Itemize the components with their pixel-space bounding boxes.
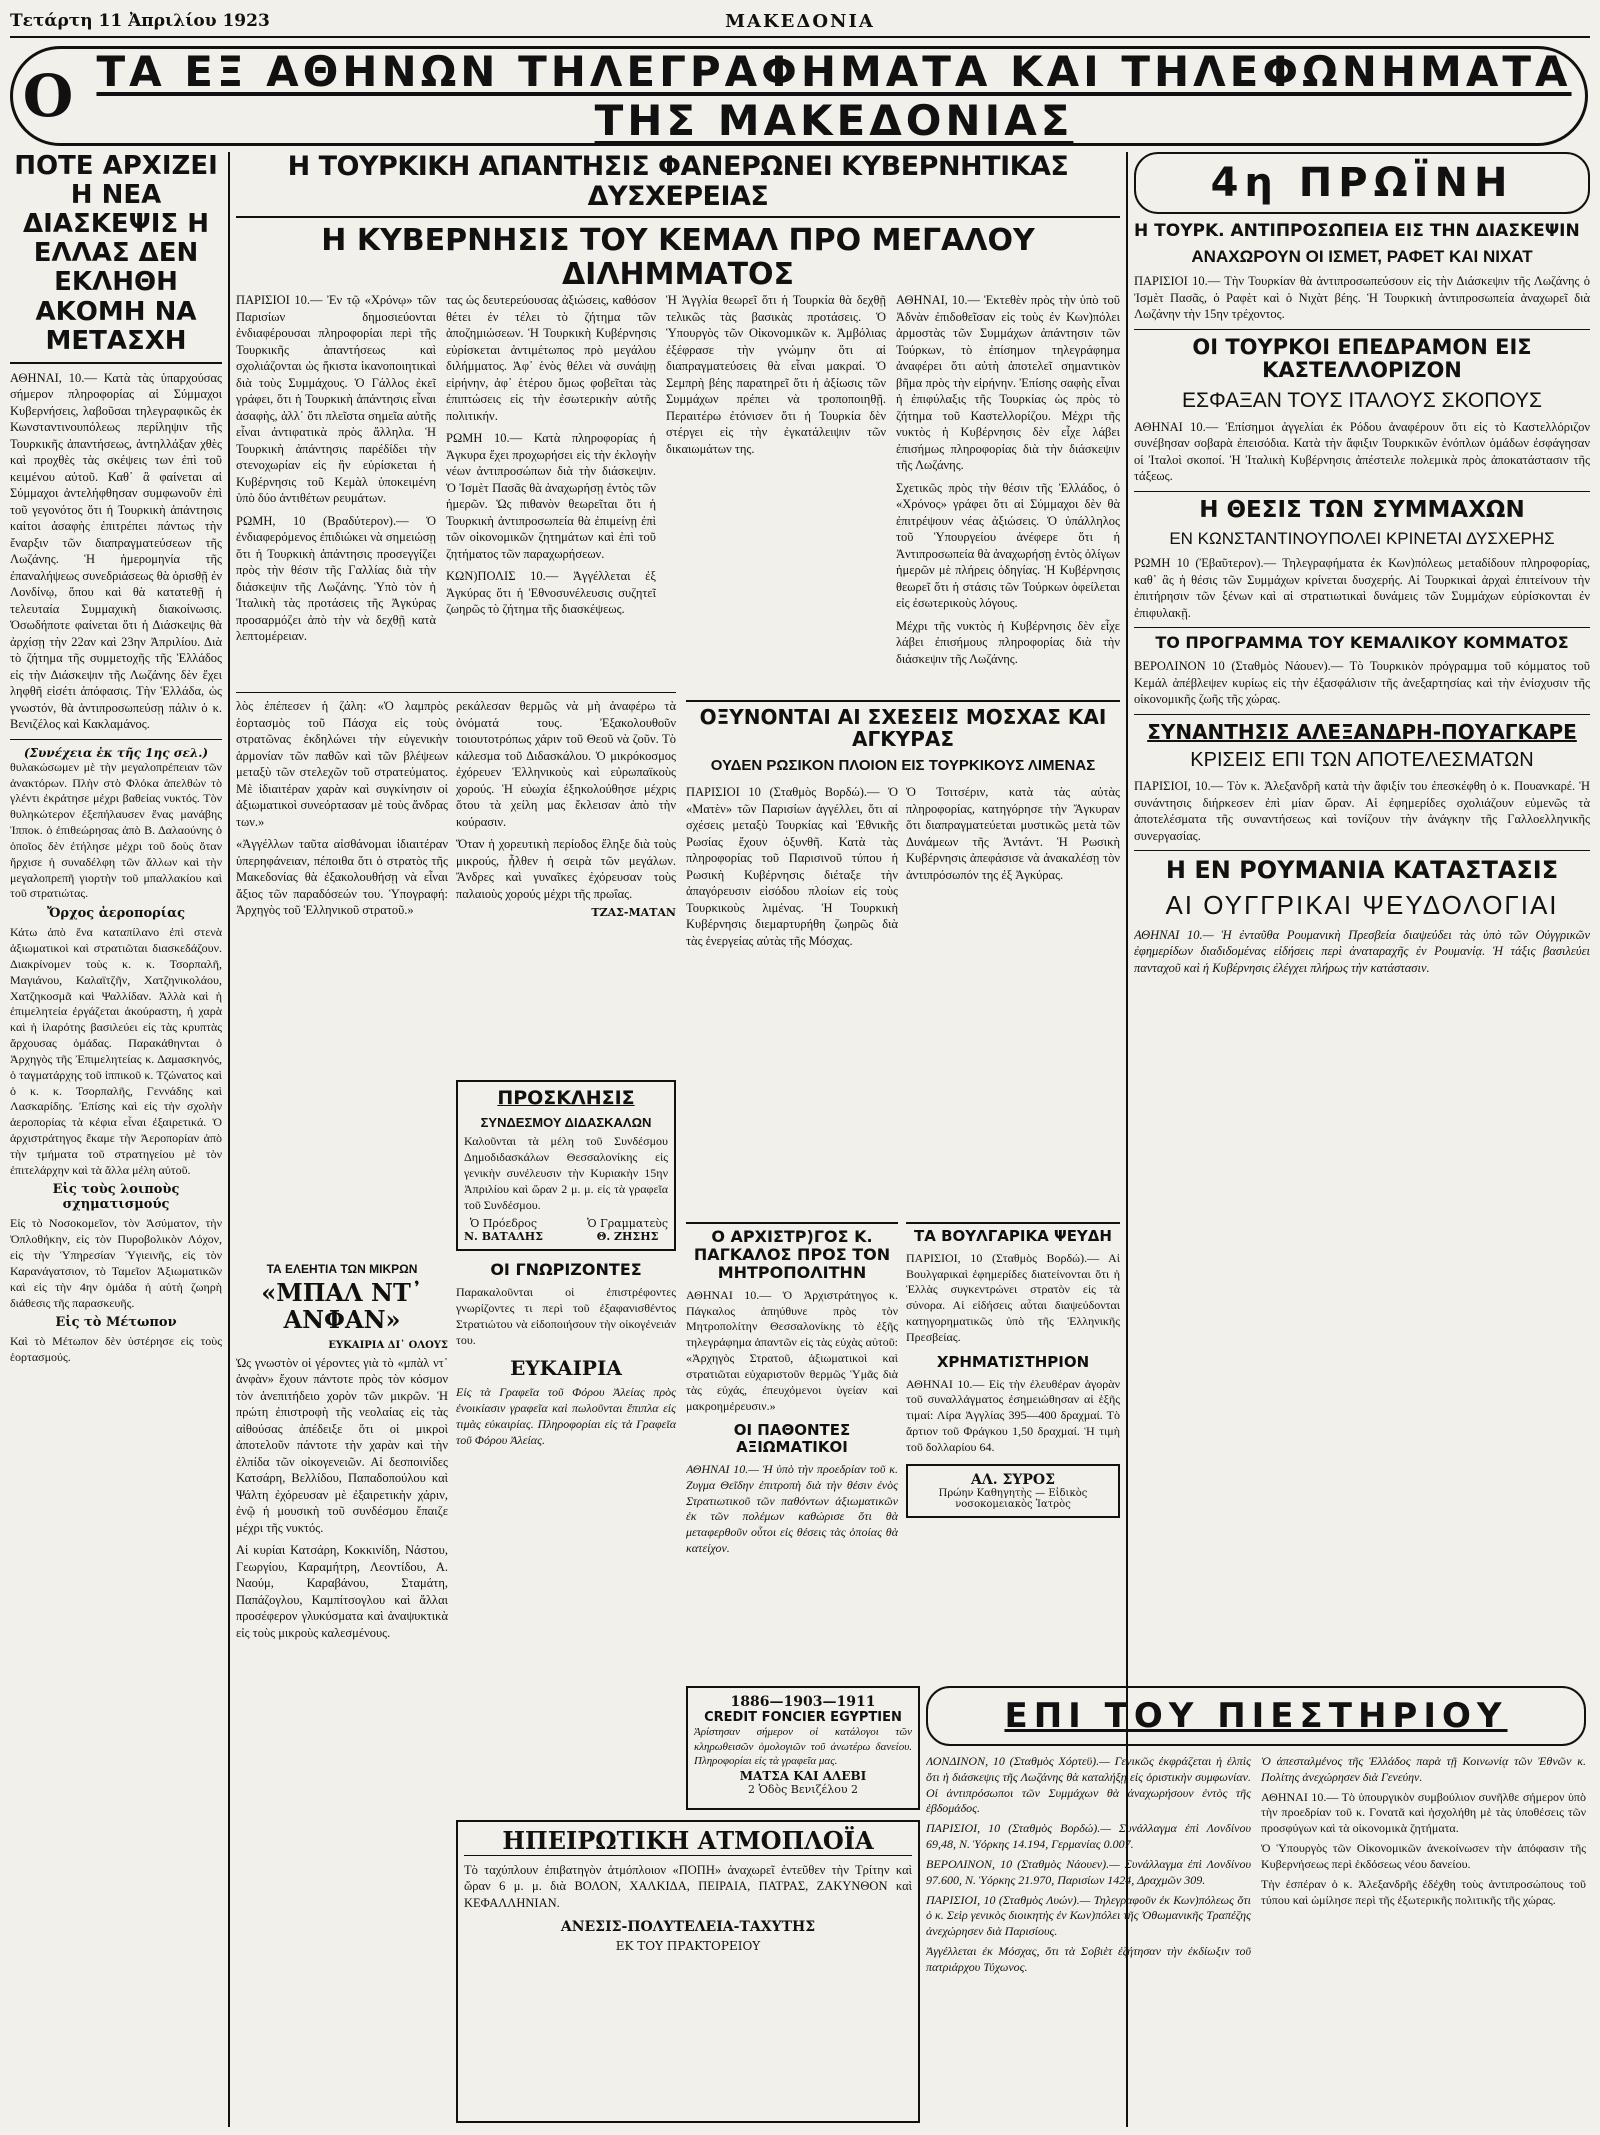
article-conference-body: ΑΘΗΝΑΙ, 10.— Κατὰ τὰς ὑπαρχούσας σήμερον πληροφορίας αἱ Σύμμαχοι Κυβερνήσεις, λαβοῦσαι τηλεγραφικῶς ἐκ Κωνσταντινουπόλεως περίληψιν τῆς Τουρκικῆς ἀπαντήσεως, ἀντηλλάξαν χθὲς καὶ προχθὲς τὰς σκέψεις των ἐπὶ τοῦ κειμένου αὐτοῦ. Καθ᾽ ἃ φαίνεται αἱ Σύμμαχοι ἀντελήφθησαν συμφωνοῦν ἐπὶ τοῦ γεγονότος ὅτι ἡ Τουρκικὴ ἀπάντησις καίτοι ἀσαφὴς ἐπιτρέπει πάντως τὴν ἔναρξιν τῶν διαπραγματεύσεων τῆς Λωζάνης. Ἡ ἡμερομηνία τῆς ἐπαναλήψεως συνεδριάσεως θὰ ὁρισθῇ ἐν Λονδίνῳ, ὅπου καὶ θὰ κατατεθῇ ἡ τελευταία Συμμαχικὴ διακοίνωσις. Ὁσωδήποτε φαίνεται ὅτι ἡ Διάσκεψις θὰ ἀρχίσῃ τὴν 22αν καὶ 23ην Ἀπριλίου. Διὰ τὸ ζήτημα τῆς συμμετοχῆς τῆς Ἑλλάδος εἰς τὴν Διάσκεψιν τῆς Λωζάνης δὲν ἔχει ληφθῆ εἰσέτι ἀπόφασις. Τὴν Ἑλλάδα, ὡς γνωστόν, θὰ ἀντιπροσωπεύσῃ πάλιν ὁ κ. Βενιζέλος καὶ Κακλαμάνος. (10, 370, 222, 732)
headline-kemal-dilemma: Η ΚΥΒΕΡΝΗΣΙΣ ΤΟΥ ΚΕΜΑΛ ΠΡΟ ΜΕΓΑΛΟΥ ΔΙΛΗΜΜΑΤΟΣ (321, 223, 1035, 292)
teachers-notice-text: Καλοῦνται τὰ μέλη τοῦ Συνδέσμου Δημοδιδασκάλων Θεσσαλονίκης εἰς γενικὴν συνέλευσιν τὴν Κυριακὴν 15ην Ἀπριλίου καὶ ὥραν 2 μ. μ. εἰς τὰ γραφεῖα τοῦ Συνδέσμου. (464, 1134, 668, 1212)
opportunity-text: Εἰς τὰ Γραφεῖα τοῦ Φόρου Ἀλείας πρὸς ἐνοικίασιν γραφεῖα καὶ πωλοῦνται ἔπιπλα εἰς τιμὰς εὐκαιρίας. Πληροφορίαι εἰς τὰ Γραφεῖα τοῦ Φόρου Ἀλείας. (456, 1385, 676, 1447)
continued-label: (Συνέχεια ἐκ τῆς 1ης σελ.) (23, 745, 209, 760)
kastellorizo-text: ΑΘΗΝΑΙ 10.— Ἐπίσημοι ἀγγελίαι ἐκ Ρόδου ἀναφέρουν ὅτι εἰς τὸ Καστελλόριζον συνέβησαν σοβαρὰ ἐπεισόδια. Κατὰ τὴν ἄφιξιν Τουρκικῶν ἐνόπλων ὁμάδων ἐσφάγησαν οἱ Ἰταλοὶ σκοποί. Ἡ Ἰταλικὴ Κυβέρνησις ἀπέστειλε πολεμικὰ πρὸς ἀποκατάστασιν τῆς τάξεως. (1134, 419, 1590, 484)
banner-symbol: Ο (22, 62, 74, 130)
lead-athens-text: ΑΘΗΝΑΙ, 10.— Ἐκτεθὲν πρὸς τὴν ὑπὸ τοῦ Ἀδνὰν ἐπιδοθεῖσαν εἰς τοὺς ἐν Κων)πόλει ἀρμοστὰς τῶν Συμμάχων ἀπάντησιν τῶν Τούρκων, τὸ ἐπίσημον τηλεγράφημα ἀναφέρει ὅτι αὐτὴ ἀποτελεῖ σημαντικὸν βῆμα πρὸς τὴν εἰρήνην. Ἐπίσης σαφὴς εἶναι ἡ ἐπιφύλαξις τῆς Τουρκίας ὡς πρὸς τὸ ζήτημα τοῦ Καστελλορίζου. Μέχρι τῆς νυκτὸς ἡ Κυβέρνησις δὲν εἶχε λάβει ἐπισήμως πληροφορίας διὰ τὴν διάσκεψιν τῆς Λωζάνης. (896, 293, 1120, 472)
feuilleton-text-c: ρεκάλεσαν θερμῶς νὰ μὴ ἀναφέρω τὰ ὀνόματά τους. Ἐξακολουθοῦν τοιουτοτρόπως χάριν τοῦ Θεοῦ νὰ ζοῦν. Τὸ κάλεσμα τοῦ Διδασκάλου. Ὁ μικρόκοσμος ἐχόρευεν Ἑλληνικοὺς καὶ εὐρωπαϊκοὺς χορούς. Ἡ εὐωχία ἐξηκολούθησε μέχρις ὅτου τὰ χείλη μας ἔκλεισαν ἀπὸ τὴν κούρασιν. (456, 699, 676, 829)
teachers-notice-subtitle: ΣΥΝΔΕΣΜΟΥ ΔΙΔΑΣΚΑΛΩΝ (480, 1115, 652, 1131)
lead-england-text: Ἡ Ἀγγλία θεωρεῖ ὅτι ἡ Τουρκία θὰ δεχθῇ τελικῶς τὰς βασικὰς προτάσεις. Ὁ Ὑπουργὸς τῶν Οἰκονομικῶν κ. Ἀμβόλιας ἐξέφρασε τὴν γνώμην ὅτι αἱ διαπραγματεύσεις θὰ εἶναι μακραί. Ὁ Σεμπρὴ βέης παρατηρεῖ ὅτι ἡ ἀξίωσις τῶν Συμμάχων πρέπει νὰ τροποποιηθῇ. Περαιτέρω ἐτόνισεν ὅτι ἡ Τουρκία δὲν στέργει εἰς τὴν ἐγκατάλειψιν τῶν δικαιωμάτων της. (666, 293, 886, 456)
shipping-advert (456, 1820, 920, 2125)
knowing-text: Παρακαλοῦνται οἱ ἐπιστρέφοντες γνωρίζοντες τι περὶ τοῦ ἐξαφανισθέντος Στρατιώτου νὰ εἰδοποιήσουν τὴν οἰκογένειάν του. (456, 1285, 676, 1347)
lead-rome2-text: ΡΩΜΗ 10.— Κατὰ πληροφορίας ἡ Ἀγκυρα ἔχει προχωρήσει εἰς τὴν ἐκλογὴν νέων ἀντιπροσώπων διὰ τὴν διάσκεψιν. Ὁ Ἰσμὲτ Πασᾶς θὰ ἀναχωρήσῃ ἐντὸς τῶν ἡμερῶν. Ὡς πιθανὸν θεωρεῖται ὅτι ἡ Τουρκικὴ ἀντιπροσωπεία θὰ ἐπιμείνῃ ἐπὶ τῶν οἰκονομικῶν ζητημάτων καὶ ἐπὶ τοῦ ζητήματος τῶν παραχωρήσεων. (446, 431, 656, 561)
feuilleton-col-b (456, 698, 676, 1078)
moscow-ankara-header (686, 700, 1120, 780)
delegation-headline: Η ΤΟΥΡΚ. ΑΝΤΙΠΡΟΣΩΠΕΙΑ ΕΙΣ ΤΗΝ ΔΙΑΣΚΕΨΙΝ (1134, 221, 1580, 241)
subhead-formations: Εἰς τοὺς λοιποὺς σχηματισμούς (52, 1182, 180, 1213)
pagkalos-column (686, 1222, 898, 1682)
shipping-note: ΑΝΕΣΙΣ-ΠΟΛΥΤΕΛΕΙΑ-ΤΑΧΥΤΗΣ (560, 1919, 816, 1936)
lead-rome-text: ΡΩΜΗ, 10 (Βραδύτερον).— Ὁ ἐνδιαφερόμενος ἐπιδιώκει νὰ σημειώσῃ ὅτι ἡ Τουρκικὴ ἀπάντησις προσεγγίζει πρὸς τὴν θέσιν τῆς Γαλλίας διὰ τὴν διάσκεψιν τῆς Λωζάνης. Ὑπὸ τὸν ἡ Ἰταλικὴ τὰς προτάσεις τῆς Ἀγκύρας προσαρμόζει ἀπὸ τὴν νὰ δεχθῇ κατὰ λεπτομέρειαν. (236, 513, 436, 643)
bulgarian-lies-column (906, 1222, 1120, 1682)
feuilleton-text-b: «Ἀγγέλλων ταῦτα αἰσθάνομαι ἰδιαιτέραν ὑπερηφάνειαν, πέποιθα ὅτι ὁ στρατὸς τῆς Μακεδονίας θὰ ἐξακολουθήσῃ νὰ εἶναι ἄξιος τῶν παραδόσεών του. Ὑπογραφή: Ἀρχηγὸς τοῦ Ἑλληνικοῦ στρατοῦ.» (236, 837, 448, 917)
credit-address: 2 Ὁδὸς Βενιζέλου 2 (747, 1782, 859, 1796)
meeting-headline: ΣΥΝΑΝΤΗΣΙΣ ΑΛΕΞΑΝΔΡΗ-ΠΟΥΑΓΚΑΡΕ (1147, 719, 1577, 744)
press-cabinet-text: ΑΘΗΝΑΙ 10.— Τὸ ὑπουργικὸν συμβούλιον συνῆλθε σήμερον ὑπὸ τὴν προεδρίαν τοῦ κ. Γονατᾶ καὶ ἠσχολήθη μὲ τὰς ὑποθέσεις τῶν προσφύγων καὶ τὰ οἰκονομικὰ ζητήματα. (1261, 1789, 1586, 1836)
moscow-ankara-col-a (686, 784, 898, 1214)
banner-title: ΤΑ ΕΞ ΑΘΗΝΩΝ ΤΗΛΕΓΡΑΦΗΜΑΤΑ ΚΑΙ ΤΗΛΕΦΩΝΗΜΑΤΑ ΤΗΣ ΜΑΚΕΔΟΝΙΑΣ (96, 47, 1572, 145)
issue-date: Τετάρτη 11 Ἀπριλίου 1923 (10, 11, 270, 31)
pagkalos-text: ΑΘΗΝΑΙ 10.— Ὁ Ἀρχιστράτηγος κ. Πάγκαλος ἀπηύθυνε πρὸς τὸν Μητροπολίτην Θεσσαλονίκης τὸ ἑξῆς τηλεγράφημα ἀπαντῶν εἰς τὰς εὐχὰς αὐτοῦ: «Ἀρχηγὸς Στρατοῦ, ἀξιωματικοὶ καὶ στρατιῶται εὐχαριστοῦν θερμῶς Ὑμᾶς διὰ τὰς εὐχάς, ἐπευχόμενοι ὑγείαν καὶ μακροημέρευσιν.» (686, 1287, 898, 1413)
doctor-advert (906, 1464, 1120, 1518)
press-evening-text: Τὴν ἐσπέραν ὁ κ. Ἀλεξανδρῆς ἐδέχθη τοὺς ἀντιπροσώπους τοῦ τύπου καὶ ὡμίλησε περὶ τῆς ἐξωτερικῆς πολιτικῆς τῆς χώρας. (1261, 1876, 1586, 1907)
press-finance-text: Ὁ Ὑπουργὸς τῶν Οἰκονομικῶν ἀνεκοίνωσεν τὴν ἀπόφασιν τῆς Κυβερνήσεως περὶ ἐκδόσεως νέου δανείου. (1261, 1841, 1586, 1871)
subhead-front: Εἰς τὸ Μέτωπον (55, 1315, 177, 1331)
credit-foncier-advert (686, 1686, 920, 1811)
kemalist-program-text: ΒΕΡΟΛΙΝΟΝ 10 (Σταθμὸς Νάουεν).— Τὸ Τουρκικὸν πρόγραμμα τοῦ κόμματος τοῦ Κεμάλ ἀπέβλεψεν κυρίως εἰς τὴν ἐξασφάλισιν τῆς ἀνεξαρτησίας καὶ τὴν ἐνίσχυσιν τῆς οἰκονομικῆς ζωῆς τῆς χώρας. (1134, 659, 1590, 707)
opportunity-title: ΕΥΚΑΙΡΙΑ (510, 1355, 622, 1380)
divider (236, 692, 676, 693)
teachers-notice-title: ΠΡΟΣΚΛΗΣΙΣ (497, 1087, 635, 1109)
lead-story-header (236, 152, 1120, 292)
kemalist-program-headline: ΤΟ ΠΡΟΓΡΑΜΜΑ ΤΟΥ ΚΕΜΑΛΙΚΟΥ ΚΟΜΜΑΤΟΣ (1155, 633, 1569, 653)
press-berlin-text: ΒΕΡΟΛΙΝΟΝ, 10 (Σταθμὸς Νάουεν).— Συνάλλαγμα ἐπὶ Λονδίνου 97.600, Ν. Ὑόρκης 21.970, Παρισίων 1424, Δραχμῶν 309. (926, 1856, 1251, 1887)
meeting-text: ΠΑΡΙΣΙΟΙ, 10.— Τὸν κ. Ἀλεξανδρῆ κατὰ τὴν ἄφιξίν του ἐπεσκέφθη ὁ κ. Πουανκαρέ. Ἡ συνάντησις διήρκεσεν ἐπὶ μίαν ὥραν. Αἱ ἐφημερίδες σχολιάζουν εὐμενῶς τὰ ἀποτελέσματα τῆς συναντήσεως καὶ τονίζουν τὴν ἀνάγκην τῆς Γαλλοελληνικῆς συνεργασίας. (1134, 779, 1590, 843)
moscow-ankara-text-2: Ὁ Τσιτσέριν, κατὰ τὰς αὐτὰς πληροφορίας, κατηγόρησε τὴν Ἄγκυραν ὅτι διαπραγματεύεται μυστικῶς μετὰ τῶν Δυνάμεων τῆς Ἀντάντ. Ἡ Ρωσικὴ Κυβέρνησις ἀπεφάσισε νὰ ἀνακαλέσῃ τὸν ἀντιπρόσωπόν της ἐξ Ἀγκύρας. (906, 785, 1120, 882)
children-ball-text-2: Αἱ κυρίαι Κατσάρη, Κοκκινίδη, Νάστου, Γεωργίου, Καραμήτρη, Λεοντίδου, Α. Ναούμ, Καραβάνου, Σταμάτη, Παπάζογλου, Καμπίτσογλου καὶ ἄλλαι προσέφερον γλυκύσματα καὶ ἀναψυκτικὰ εἰς τοὺς μικροὺς καλεσμένους. (236, 1543, 448, 1640)
lead-col-d (896, 292, 1120, 692)
press-time-title: ΕΠΙ ΤΟΥ ΠΙΕΣΤΗΡΙΟΥ (926, 1686, 1586, 1746)
subhead-aviation: Ὄρχος ἀεροπορίας (46, 906, 186, 922)
doctor-name: ΑΛ. ΣΥΡΟΣ (971, 1471, 1055, 1488)
credit-text: Ἀρίστησαν σήμερον οἱ κατάλογοι τῶν κληρωθεισῶν ὁμολογιῶν τοῦ ἀνωτέρω δανείου. Πληροφορίαι εἰς τὰ γραφεῖα μας. (694, 1726, 912, 1768)
headline-conference-start: ΠΟΤΕ ΑΡΧΙΖΕΙ Η ΝΕΑ ΔΙΑΣΚΕΨΙΣ Η ΕΛΛΑΣ ΔΕΝ ΕΚΛΗΘΗ ΑΚΟΜΗ ΝΑ ΜΕΤΑΣΧΗ (10, 152, 222, 364)
notice-president-name: Ν. ΒΑΤΑΛΗΣ (464, 1230, 543, 1244)
moscow-ankara-subhead: ΟΥΔΕΝ ΡΩΣΙΚΟΝ ΠΛΟΙΟΝ ΕΙΣ ΤΟΥΡΚΙΚΟΥΣ ΛΙΜΕΝΑΣ (710, 756, 1096, 774)
teachers-notice (456, 1080, 676, 1251)
children-ball-article (236, 1262, 448, 2122)
officers-text: ΑΘΗΝΑΙ 10.— Ἡ ὑπὸ τὴν προεδρίαν τοῦ κ. Ζυγμα Θεῖδην ἐπιτροπὴ διὰ τὴν θέσιν ἐνὸς Στρατιωτικοῦ τῶν παθόντων ἀξιωματικῶν ἐκ τῶν πολέμων καθώρισε ὅτι θὰ μεταφερθοῦν οὗτοι εἰς θέσεις τὰς ὁποίας θὰ κατείχον. (686, 1461, 898, 1556)
press-paris2-text: ΠΑΡΙΣΙΟΙ, 10 (Σταθμὸς Λυών).— Τηλεγραφοῦν ἐκ Κων)πόλεως ὅτι ὁ κ. Σεὶρ γενικὸς διοικητὴς ἐν Κων)πόλει τῆς Ὀθωμανικῆς Τραπέζης ἀνεχώρησεν διὰ Παρισίους. (926, 1892, 1251, 1939)
meeting-subhead: ΚΡΙΣΕΙΣ ΕΠΙ ΤΩΝ ΑΠΟΤΕΛΕΣΜΑΤΩΝ (1190, 749, 1534, 772)
children-ball-text: Ὡς γνωστὸν οἱ γέροντες γιὰ τὸ «μπὰλ ντ᾽ ἀνφὰν» ἔχουν πάντοτε πρὸς τὸν κόσμον τὸν ἀνεπιτήδειο χορὸν τῶν μικρῶν. Ἡ πρώτη ἐπιστροφὴ τῆς νεολαίας εἰς τὰς αἰθούσας ἀπέδειξε ὅτι οἱ μικροὶ ἀποτελοῦν πάντοτε τὴν χαρὰν καὶ τὴν ἐλπίδα τῶν οἰκογενειῶν. Αἱ δεσποινίδες Κατσάρη, Βελλίδου, Παπαδοπούλου καὶ Ψάλτη ἐχόρευσαν μὲ ἐξαιρετικὴν χάριν, ἐνῷ ἡ μουσικὴ τοῦ συνδέσμου ἔπαιζε μέχρι τῆς νυκτός. (236, 1355, 448, 1535)
press-paris-text: ΠΑΡΙΣΙΟΙ, 10 (Σταθμὸς Βορδώ).— Συνάλλαγμα ἐπὶ Λονδίνου 69,48, Ν. Ὑόρκης 14.194, Γερμανίας 0.007. (926, 1821, 1251, 1852)
press-moscow-text: Ἀγγέλλεται ἐκ Μόσχας, ὅτι τὰ Σοβιὲτ ἐζήτησαν τὴν ἐκδίωξιν τοῦ πατριάρχου Τύχωνος. (926, 1944, 1251, 1974)
feuilleton-col-a (236, 698, 448, 1258)
stock-exchange-text: ΑΘΗΝΑΙ 10.— Εἰς τὴν ἐλευθέραν ἀγορὰν τοῦ συναλλάγματος ἐσημειώθησαν αἱ ἑξῆς τιμαί: Λίρα Ἀγγλίας 395—400 δραχμαί. Τὸ ἄρτιον τοῦ Φράγκου 1,50 δραχμαί. Ἡ τιμὴ τοῦ δολλαρίου 64. (906, 1376, 1120, 1454)
shipping-title: ΗΠΕΙΡΩΤΙΚΗ ΑΤΜΟΠΛΟΪΑ (464, 1828, 912, 1856)
lead-dilemma-text: τας ὡς δευτερεύουσας ἀξιώσεις, καθόσον θέτει ἐν τέλει τὸ ζήτημα τῶν ἀποζημιώσεων. Ἡ Τουρκικὴ Κυβέρνησις εὑρίσκεται ἀντιμέτωπος πρὸ μεγάλου διλήμματος. Ἀφ᾽ ἑνὸς θέλει νὰ συνάψῃ εἰρήνην, ἀφ᾽ ἑτέρου ὅμως φοβεῖται τὰς ἐπιπτώσεις εἰς τὴν ἐσωτερικὴν αὐτῆς πολιτικήν. (446, 293, 656, 423)
pagkalos-title: Ο ΑΡΧΙΣΤΡ)ΓΟΣ Κ. ΠΑΓΚΑΛΟΣ ΠΡΟΣ ΤΟΝ ΜΗΤΡΟΠΟΛΙΤΗΝ (686, 1222, 898, 1282)
notice-secretary-label: Ὁ Γραμματεὺς (587, 1217, 668, 1231)
lead-col-a (236, 292, 436, 692)
notice-president-label: Ὁ Πρόεδρος (469, 1217, 538, 1231)
credit-title: CREDIT FONCIER EGYPTIEN (704, 1710, 902, 1725)
moscow-ankara-text: ΠΑΡΙΣΙΟΙ 10 (Σταθμὸς Βορδώ).— Ὁ «Ματὲν» τῶν Παρισίων ἀγγέλλει, ὅτι αἱ σχέσεις μεταξὺ Τουρκίας καὶ Ἐθνικῆς Ρωσίας ἔχουν ὀξυνθῆ. Κατὰ τὰς πληροφορίας τοῦ Παρισινοῦ τύπου ἡ Ρωσικὴ Κυβέρνησις διέταξε τὴν ἀπαγόρευσιν εἰσόδου πλοίων εἰς τοὺς Τουρκικοὺς λιμένας. Ἡ Τουρκικὴ Κυβέρνησις διεμαρτυρήθη ζωηρῶς διὰ τὰς ἐνεργείας αὐτὰς τῆς Μόσχας. (686, 785, 898, 948)
allies-text: ΡΩΜΗ 10 (Ἐβαῦτερον).— Τηλεγραφήματα ἐκ Κων)πόλεως μεταδίδουν πληροφορίας, καθ᾽ ἃς ἡ θέσις τῶν Συμμάχων κρίνεται δυσχερής. Αἱ Τουρκικαὶ ἀρχαὶ ἐπιτείνουν τὴν ἐπιτήρησιν τῶν ξένων καὶ αἱ στρατιωτικαὶ δυνάμεις τῶν Συμμάχων εὑρίσκονται ἐν ἐπιφυλακῇ. (1134, 556, 1590, 620)
delegation-subhead: ΑΝΑΧΩΡΟΥΝ ΟΙ ΙΣΜΕΤ, ΡΑΦΕΤ ΚΑΙ ΝΙΧΑΤ (1191, 247, 1533, 267)
stock-exchange-title: ΧΡΗΜΑΤΙΣΤΗΡΙΟΝ (936, 1352, 1090, 1371)
lead-col-c (666, 292, 886, 692)
romania-headline: Η ΕΝ ΡΟΥΜΑΝΙΑ ΚΑΤΑΣΤΑΣΙΣ (1165, 856, 1559, 885)
bulgarian-lies-title: ΤΑ ΒΟΥΛΓΑΡΙΚΑ ΨΕΥΔΗ (906, 1222, 1120, 1245)
feuilleton-signature: ΤΖΑΣ-ΜΑΤΑΝ (591, 906, 676, 919)
kastellorizo-headline: ΟΙ ΤΟΥΡΚΟΙ ΕΠΕΔΡΑΜΟΝ ΕΙΣ ΚΑΣΤΕΛΛΟΡΙΖΟΝ (1192, 334, 1532, 383)
feuilleton-text-a: λὸς ἐπέπεσεν ἡ ζάλη: «Ὁ λαμπρὸς ἑορτασμὸς τοῦ Πάσχα εἰς τοὺς στρατῶνας ἐκδηλώνει τὴν εὐγενικὴν ἁρμονίαν τῶν παθῶν καὶ τῶν βλέψεων μεταξὺ τῶν στελεχῶν τοῦ στρατεύματος. Μὲ ἰδιαιτέραν χαρὰν καὶ συγκίνησιν οἱ ἀξιωματικοὶ συνεόρτασαν μὲ τοὺς ἄνδρας των.» (236, 699, 448, 829)
shipping-office: ΕΚ ΤΟΥ ΠΡΑΚΤΟΡΕΙΟΥ (615, 1939, 761, 1954)
column-right (1134, 152, 1590, 1682)
officers-title: ΟΙ ΠΑΘΟΝΤΕΣ ΑΞΙΩΜΑΤΙΚΟΙ (733, 1421, 851, 1457)
allies-subhead: ΕΝ ΚΩΝΣΤΑΝΤΙΝΟΥΠΟΛΕΙ ΚΡΙΝΕΤΑΙ ΔΥΣΧΕΡΗΣ (1169, 529, 1555, 549)
credit-years: 1886—1903—1911 (730, 1694, 876, 1710)
kastellorizo-subhead: ΕΣΦΑΞΑΝ ΤΟΥΣ ΙΤΑΛΟΥΣ ΣΚΟΠΟΥΣ (1181, 388, 1542, 412)
children-ball-title: «ΜΠΑΛ ΝΤ᾽ ΑΝΦΑΝ» (261, 1278, 423, 1334)
section-banner (10, 46, 1588, 146)
shipping-text: Τὸ ταχύπλουν ἐπιβατηγὸν ἀτμόπλοιον «ΠΟΠΗ» ἀναχωρεῖ ἐντεῦθεν τὴν Τρίτην καὶ ὥραν 6 μ. μ. διὰ ΒΟΛΟΝ, ΧΑΛΚΙΔΑ, ΠΕΙΡΑΙΑ, ΠΑΤΡΑΣ, ΖΑΚΥΝΘΟΝ καὶ ΚΕΦΑΛΛΗΝΙΑΝ. (464, 1862, 912, 1910)
masthead (10, 6, 1590, 38)
notice-secretary-name: Θ. ΖΗΣΗΣ (596, 1230, 659, 1244)
moscow-ankara-headline: ΟΞΥΝΟΝΤΑΙ ΑΙ ΣΧΕΣΕΙΣ ΜΟΣΧΑΣ ΚΑΙ ΑΓΚΥΡΑΣ (686, 700, 1120, 751)
moscow-ankara-col-b (906, 784, 1120, 1214)
article-front-body: Καὶ τὸ Μέτωπον δὲν ὑστέρησε εἰς τοὺς ἑορτασμούς. (10, 1334, 222, 1365)
column-left (10, 152, 222, 2130)
press-politis-text: Ὁ ἀπεσταλμένος τῆς Ἑλλάδος παρὰ τῇ Κοινωνίᾳ τῶν Ἐθνῶν κ. Πολίτης ἀνεχώρησεν διὰ Γενεύην. (1261, 1754, 1586, 1784)
article-formations-body: Εἰς τὸ Νοσοκομεῖον, τὸν Ἀσύματον, τὴν Ὀπλοθήκην, εἰς τὸν Πυροβολικὸν Λόχον, εἰς τὴν Ὑπηρεσίαν Ὑγιεινῆς, εἰς τὸν Καρανάγατσιον, τὸ Ταμεῖον Ἀξιωματικῶν καὶ εἰς τὴν 4ην ὁμάδα ἡ αὐτὴ ζωηρὴ διάθεσις τῆς παρασκευῆς. (10, 1216, 222, 1310)
children-ball-label: ΤΑ ΕΛΕΗΤΙΑ ΤΩΝ ΜΙΚΡΩΝ (266, 1262, 418, 1276)
bulgarian-lies-text: ΠΑΡΙΣΙΟΙ, 10 (Σταθμὸς Βορδώ).— Αἱ Βουλγαρικαὶ ἐφημερίδες διατείνονται ὅτι ἡ Ἑλλὰς συγκεντρώνει στρατὸν εἰς τὰ σύνορα. Αἱ εἰδήσεις αὗται διαψεύδονται κατηγορηματικῶς ὑπὸ τῆς Ἑλληνικῆς Πρεσβείας. (906, 1250, 1120, 1344)
press-time-section (926, 1686, 1586, 2126)
feuilleton-text-d: Ὅταν ἡ χορευτικὴ περίοδος ἔληξε διὰ τοὺς μικρούς, ἦλθεν ἡ σειρὰ τῶν μεγάλων. Ἄνδρες καὶ γυναῖκες ἐχόρευσαν τοὺς παλαιοὺς χορούς μέχρι τῆς πρωΐας. (456, 837, 676, 901)
lead-position-text: Σχετικῶς πρὸς τὴν θέσιν τῆς Ἑλλάδος, ὁ «Χρόνος» γράφει ὅτι αἱ Σύμμαχοι δὲν θὰ ἐπιτρέψουν νέας ἀξιώσεις. Ὁ ὑπάλληλος τοῦ Ὑπουργείου ἀνέφερε ὅτι ἡ Ἀντιπροσωπεία θὰ ἀναχωρήσῃ ἐντὸς ὀλίγων ἡμερῶν μὲ πλήρεις ὁδηγίας. Ἡ Κυβέρνησις θεωρεῖ ὅτι ἡ στάσις τῶν Τούρκων ὀφείλεται εἰς ἐσωτερικοὺς λόγους. (896, 480, 1120, 610)
romania-text: ΑΘΗΝΑΙ 10.— Ἡ ἐνταῦθα Ρουμανικὴ Πρεσβεία διαψεύδει τὰς ὑπὸ τῶν Οὐγγρικῶν ἐφημερίδων διαδιδομένας εἰδήσεις περὶ ἀναταραχῆς ἐν Ρουμανίᾳ. Ἡ τάξις βασιλεύει πανταχοῦ καὶ ἡ Κυβέρνησις ἐλέγχει πλήρως τὴν κατάστασιν. (1134, 927, 1590, 975)
children-ball-author: ΕΥΚΑΙΡΙΑ ΔΙ᾽ ΟΛΟΥΣ (328, 1339, 448, 1351)
lead-government-text: Μέχρι τῆς νυκτὸς ἡ Κυβέρνησις δὲν εἶχε λάβει ἐπισήμους πληροφορίας διὰ τὴν διάσκεψιν τῆς Λωζάνης. (896, 618, 1120, 666)
doctor-title: Πρώην Καθηγητὴς — Εἰδικὸς νοσοκομειακὸς Ἰατρὸς (938, 1487, 1088, 1510)
lead-paris-text: ΠΑΡΙΣΙΟΙ 10.— Ἐν τῷ «Χρόνῳ» τῶν Παρισίων δημοσιεύονται ἐνδιαφέρουσαι πληροφορίαι περὶ τῆς Τουρκικῆς ἀπαντήσεως καὶ σχολιάζονται ὡς ἥκιστα ἱκανοποιητικαὶ διὰ τοὺς Συμμάχους. Ὁ Γάλλος ἐκεῖ γράφει, ὅτι ἡ Τουρκικὴ ἀπάντησις εἶναι ἀσαφὴς, ἀλλ᾽ ὅτι πλεῖστα σημεῖα αὐτῆς εἶναι ἀντιφατικὰ πρὸς ἄλληλα. Ἡ Τουρκικὴ ἀπάντησις παρέδίδει τὴν στενοχωρίαν εἰς ἣν εὑρίσκεται ἡ Κυβέρνησις τοῦ Κεμὰλ ὑποκειμένη ὑπὸ δύο ἀντιθέτων ρευμάτων. (236, 293, 436, 505)
romania-subhead: ΑΙ ΟΥΓΓΡΙΚΑΙ ΨΕΥΔΟΛΟΓΙΑΙ (1165, 889, 1559, 920)
article-aviation-body: Κάτω ἀπὸ ἕνα καταπίλανο ἐπὶ στενὰ ἀξιωματικοὶ καὶ στρατιῶται διασκεδάζουν. Διακρίνομεν τοὺς κ. κ. Τσορπαλῆ, Μαγιάνου, Καλαϊτζῆν, Χατζηνικολάου, Χατζηκοσμᾶ καὶ Ψαλλίδαν. Ἀλλὰ καὶ ἡ ἐπιμελητεία ἐργάζεται ἀκούραστη, ἡ χαρὰ καὶ ἡ ἱλαρότης βασιλεύει εἰς τὰς κρυπτὰς ἄρχουσας ὁμάδας. Παρακάθηνται ὁ Ἀρχηγὸς τῆς Ἐπιμελητείας κ. Δαμασκηνός, ὁ ταγματάρχης τοῦ ἱππικοῦ κ. Τζώνατος καὶ ὁ κ. κ. Τσορπαλῆς, Γεννάδης καὶ Λασκαρίδης. Ἐπίσης καὶ εἰς τὴν σχολὴν ἀεροπορίας τὰ κέφια εἶναι ἐξαιρετικά. Ὁ ἀρχιστράτηγος ἔκαμε τὴν Ἀεροπορίαν ἀπὸ τὴν τμήματα τοῦ στρατηγείου μὲ τὸν ἐπιτελάρχην καὶ τὰ ἄλλα μέλη αὐτοῦ. (10, 925, 222, 1177)
column-rule (228, 152, 230, 2127)
allies-headline: Η ΘΕΣΙΣ ΤΩΝ ΣΥΜΜΑΧΩΝ (1199, 496, 1525, 523)
lead-constantinople-text: ΚΩΝ)ΠΟΛΙΣ 10.— Ἀγγέλλεται ἐξ Ἀγκύρας ὅτι ἡ Ἐθνοσυνέλευσις συζητεῖ ζωηρῶς τὸ ζήτημα τῆς διασκέψεως. (446, 569, 656, 616)
morning-edition-title: 4η ΠΡΩΪΝΗ (1134, 152, 1590, 214)
newspaper-name: ΜΑΚΕΔΟΝΙΑ (725, 10, 875, 32)
credit-firm: ΜΑΤΣΑ ΚΑΙ ΑΛΕΒΙ (739, 1768, 867, 1783)
headline-turkish-reply: Η ΤΟΥΡΚΙΚΗ ΑΠΑΝΤΗΣΙΣ ΦΑΝΕΡΩΝΕΙ ΚΥΒΕΡΝΗΤΙΚΑΣ ΔΥΣΧΕΡΕΙΑΣ (236, 152, 1120, 218)
press-london-text: ΛΟΝΔΙΝΟΝ, 10 (Σταθμὸς Χόρτεϋ).— Γενικῶς ἐκφράζεται ἡ ἐλπὶς ὅτι ἡ διάσκεψις τῆς Λωζάνης θὰ καταλήξῃ εἰς ὁριστικὴν συμφωνίαν. Οἱ ἀντιπρόσωποι τῶν Συμμάχων θὰ ἀναχωρήσουν ἐντὸς τῆς ἑβδομάδος. (926, 1754, 1251, 1816)
delegation-text: ΠΑΡΙΣΙΟΙ 10.— Τὴν Τουρκίαν θὰ ἀντιπροσωπεύσουν εἰς τὴν Διάσκεψιν τῆς Λωζάνης ὁ Ἰσμὲτ Πασᾶς, ὁ Ραφὲτ καὶ ὁ Νιχὰτ βέης. Ἡ Τουρκικὴ ἀντιπροσωπεία ἀναχωρεῖ διὰ Λωζάνην τὴν 15ην τρέχοντος. (1134, 274, 1590, 322)
lead-col-b (446, 292, 656, 692)
article-continued-body: θυλακώσωμεν μὲ τὴν μεγαλοπρέπειαν τῶν ἀνακτόρων. Πλὴν στὸ Φλόκα ἀπελθὼν τὸ γλέντι ἐκράτησε μέχρι βαθείας νυκτός. Τὸν θυληκώτερον ἐξεπήλαυσεν ἕνας μανάβης Ἰπποκ. ὁ ἐπιθεώρησας ἀπὸ Β. Δαλαούνης ὁ ὁποῖος δὲν ἐτήλησε μέχρι τοῦ δοὺς ὅταν ἤρχισε ἡ συναδέλφη τῶν ἄλλων καὶ τὴν μεγαλοπρεπῆ γιορτὴν τοῦ μπαλλακίου καὶ τοῦ στρατιώτας. (10, 759, 222, 901)
knowing-title: ΟΙ ΓΝΩΡΙΖΟΝΤΕΣ (490, 1260, 642, 1280)
